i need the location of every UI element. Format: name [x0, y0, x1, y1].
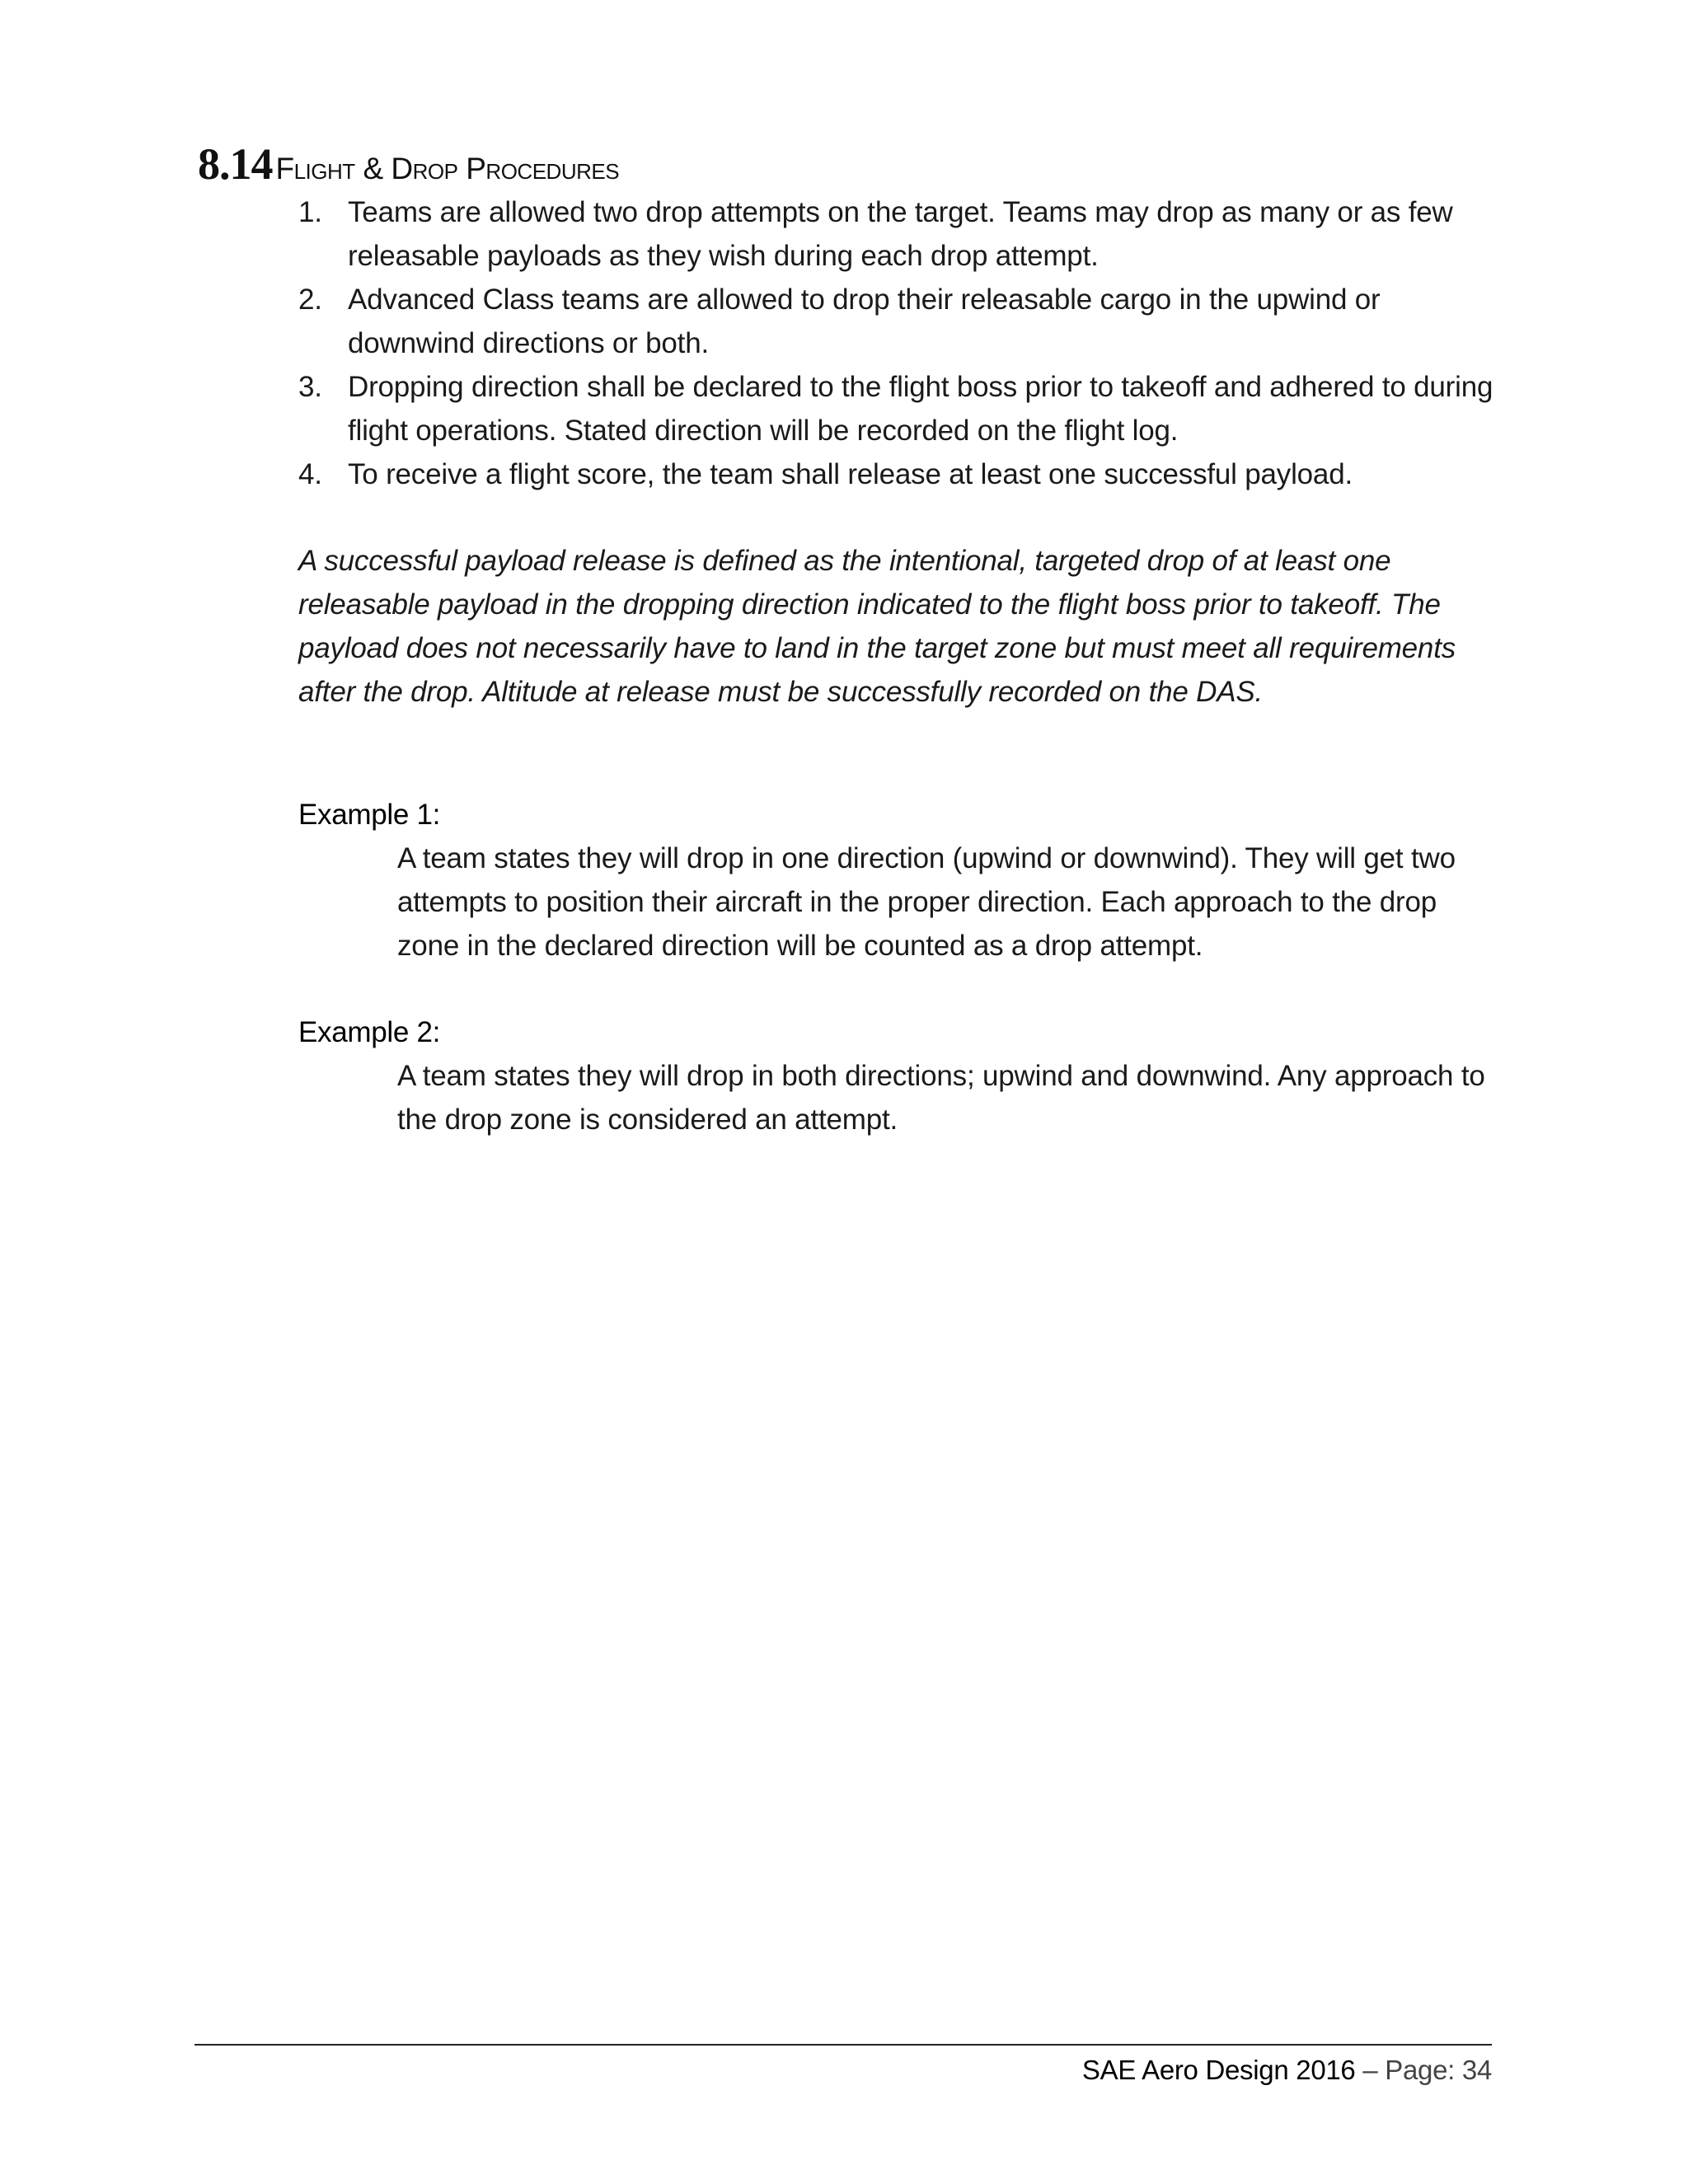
rule-item-2 — [298, 278, 1502, 365]
rule-item-4 — [298, 452, 1502, 496]
footer-divider — [195, 2044, 1492, 2046]
rule-item-3 — [298, 365, 1502, 452]
example-2-heading: Example 2: — [298, 1016, 441, 1048]
section-title: Flight & Drop Procedures — [275, 152, 620, 185]
rule-number: 4. — [298, 458, 322, 490]
example-1-body: A team states they will drop in one direction (upwind or downwind). They will get two attempts to position their aircraft in the proper direction. Each approach to the drop zone in the declared direction will be counted as a drop attempt. — [397, 842, 1456, 962]
page-footer — [1082, 2052, 1492, 2088]
rule-number: 2. — [298, 284, 322, 316]
footer-page-number: Page: 34 — [1385, 2055, 1492, 2085]
rule-text: To receive a flight score, the team shall release at least one successful payload. — [348, 458, 1353, 490]
rules-list — [298, 190, 1502, 496]
footer-separator: – — [1355, 2055, 1386, 2085]
footer-brand: SAE Aero Design 2016 — [1081, 2055, 1356, 2085]
payload-release-definition: A successful payload release is defined as the intentional, targeted drop of at least one releasable payload in the dropping direction indicated to the flight boss prior to takeoff. The payload does not necessarily have to land in the target zone but must meet all requirements after the drop. Altitude at release must be successfully recorded on the DAS. — [298, 545, 1456, 708]
rule-number: 3. — [298, 371, 322, 403]
rule-text: Advanced Class teams are allowed to drop their releasable cargo in the upwind or downwind directions or both. — [348, 284, 1381, 359]
example-1-heading: Example 1: — [298, 799, 441, 831]
rule-number: 1. — [298, 196, 322, 228]
rule-item-1 — [298, 190, 1502, 278]
section-number: 8.14 — [198, 139, 273, 189]
rule-text: Teams are allowed two drop attempts on the target. Teams may drop as many or as few releasable payloads as they wish during each drop attempt. — [348, 196, 1453, 272]
example-2-body: A team states they will drop in both directions; upwind and downwind. Any approach to the drop zone is considered an attempt. — [397, 1060, 1485, 1136]
rule-text: Dropping direction shall be declared to the flight boss prior to takeoff and adhered to during flight operations. Stated direction will be recorded on the flight log. — [348, 371, 1493, 447]
section-heading — [198, 138, 619, 190]
